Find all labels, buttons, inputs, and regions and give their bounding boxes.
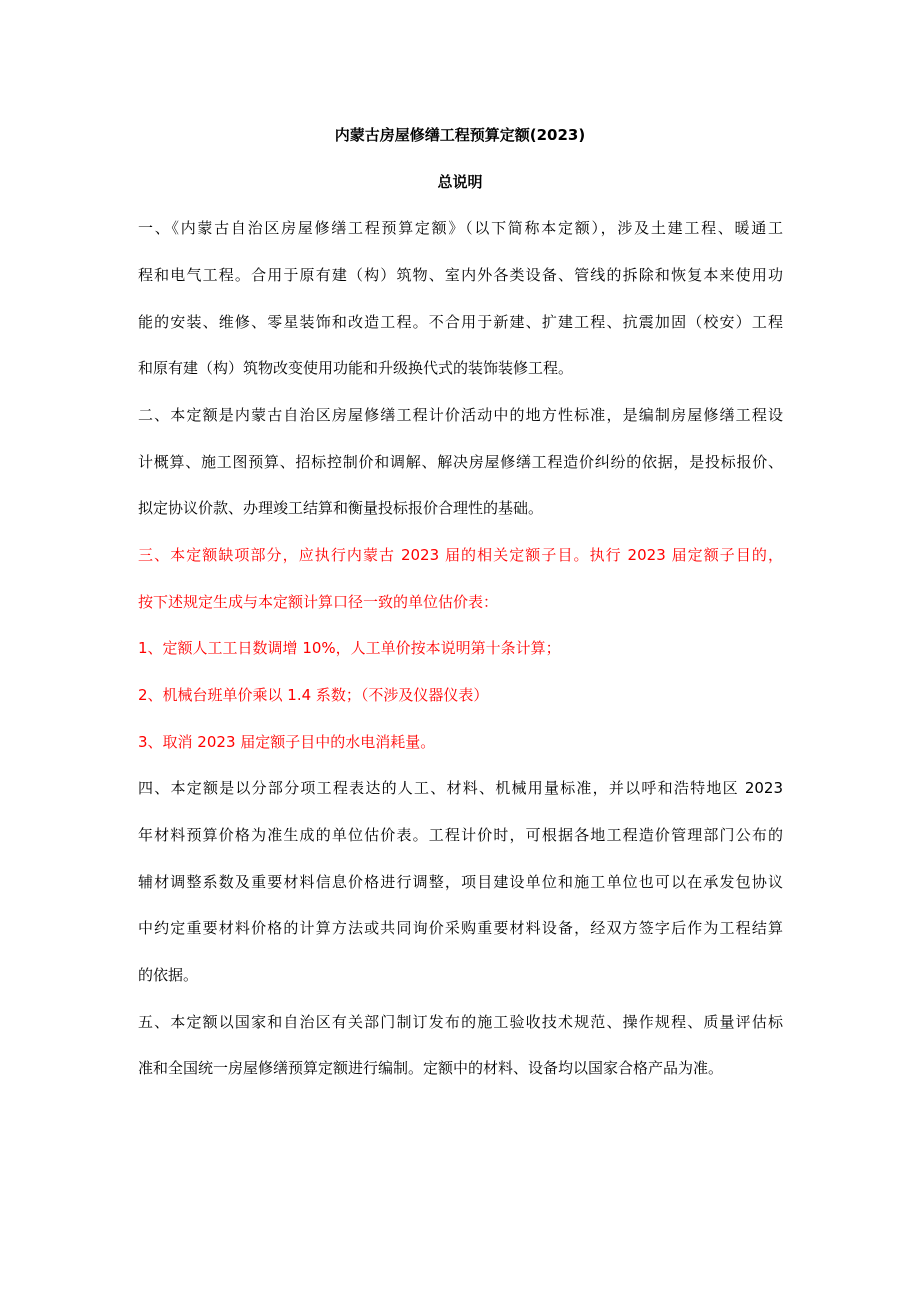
text-line: 拟定协议价款、办理竣工结算和衡量投标报价合理性的基础。 xyxy=(138,499,544,517)
text-line: 准和全国统一房屋修缮预算定额进行编制。定额中的材料、设备均以国家合格产品为准。 xyxy=(138,1059,724,1077)
text-line: 计概算、施工图预算、招标控制价和调解、解决房屋修缮工程造价纠纷的依据，是投标报价、 xyxy=(138,453,783,471)
document-subtitle: 总说明 xyxy=(437,173,483,191)
text-line: 二、本定额是内蒙古自治区房屋修缮工程计价活动中的地方性标准，是编制房屋修缮工程设 xyxy=(138,406,783,424)
highlighted-text-line: 3、取消 2023 届定额子目中的水电消耗量。 xyxy=(138,733,436,751)
text-line: 中约定重要材料价格的计算方法或共同询价采购重要材料设备，经双方签字后作为工程结算 xyxy=(138,919,783,937)
highlighted-text-line: 三、本定额缺项部分，应执行内蒙古 2023 届的相关定额子目。执行 2023 届定额子目的， xyxy=(138,546,783,564)
text-line: 程和电气工程。合用于原有建（构）筑物、室内外各类设备、管线的拆除和恢复本来使用功 xyxy=(138,266,783,284)
text-line: 的依据。 xyxy=(138,966,199,984)
text-line: 四、本定额是以分部分项工程表达的人工、材料、机械用量标准，并以呼和浩特地区 2023 xyxy=(138,779,783,797)
highlighted-text-line: 1、定额人工工日数调增 10%，人工单价按本说明第十条计算； xyxy=(138,639,561,657)
highlighted-text-line: 按下述规定生成与本定额计算口径一致的单位估价表： xyxy=(138,593,499,611)
text-line: 五、本定额以国家和自治区有关部门制订发布的施工验收技术规范、操作规程、质量评估标 xyxy=(138,1013,783,1031)
text-line: 能的安装、维修、零星装饰和改造工程。不合用于新建、扩建工程、抗震加固（校安）工程 xyxy=(138,313,783,331)
document-title: 内蒙古房屋修缮工程预算定额(2023) xyxy=(334,126,586,144)
highlighted-text-line: 2、机械台班单价乘以 1.4 系数；（不涉及仪器仪表） xyxy=(138,686,489,704)
text-line: 辅材调整系数及重要材料信息价格进行调整，项目建设单位和施工单位也可以在承发包协议 xyxy=(138,873,783,891)
text-line: 一、《内蒙古自治区房屋修缮工程预算定额》（以下简称本定额），涉及土建工程、暖通工 xyxy=(138,219,783,237)
text-line: 年材料预算价格为准生成的单位估价表。工程计价时，可根据各地工程造价管理部门公布的 xyxy=(138,826,783,844)
text-line: 和原有建（构）筑物改变使用功能和升级换代式的装饰装修工程。 xyxy=(138,359,574,377)
